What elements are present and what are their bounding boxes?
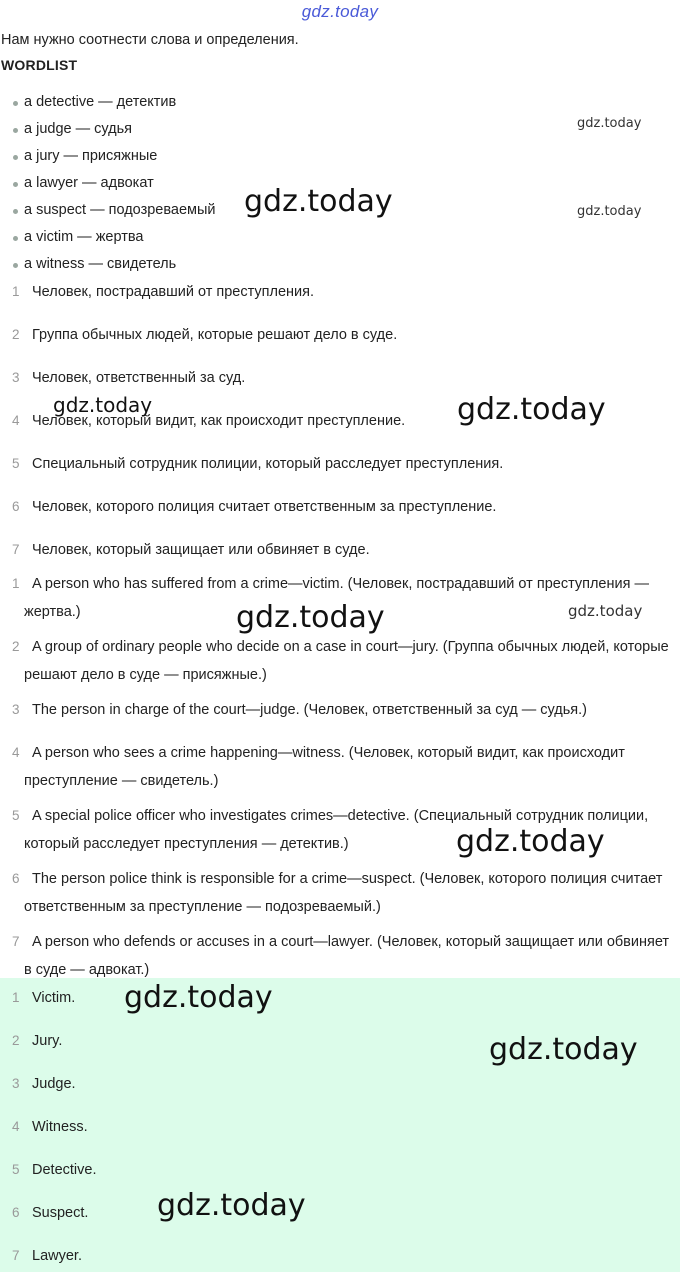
watermark: gdz.today (577, 116, 642, 131)
task-text: Человек, которого полиция считает ответственным за преступление. (32, 499, 497, 515)
watermark: gdz.today (157, 1188, 306, 1223)
wordlist-title: WORDLIST (1, 57, 78, 73)
answer-text: Victim. (32, 990, 76, 1006)
site-logo[interactable]: gdz.today (301, 2, 379, 21)
wordlist-item: a judge — судья (0, 117, 680, 144)
intro-text: Нам нужно соотнести слова и определения. (1, 32, 299, 48)
wordlist-item: a witness — свидетель (0, 252, 680, 279)
answer-number: 3 (12, 1076, 20, 1091)
answer-text: Lawyer. (32, 1248, 82, 1264)
task-item (0, 325, 680, 365)
task-text: Человек, ответственный за суд. (32, 370, 246, 386)
wordlist-item: a victim — жертва (0, 225, 680, 252)
translation-number: 1 (12, 576, 20, 591)
watermark: gdz.today (456, 824, 605, 859)
wordlist-item: a jury — присяжные (0, 144, 680, 171)
answer-number: 7 (12, 1248, 20, 1263)
wordlist-item: a suspect — подозреваемый (0, 198, 680, 225)
translation-text: A person who defends or accuses in a court—lawyer. (Человек, который защищает или обвиняет в суде — адвокат.) (24, 934, 670, 978)
watermark: gdz.today (568, 602, 643, 620)
watermark: gdz.today (457, 392, 606, 427)
answer-text: Suspect. (32, 1205, 89, 1221)
task-text: Специальный сотрудник полиции, который расследует преступления. (32, 456, 504, 472)
wordlist-item: a lawyer — адвокат (0, 171, 680, 198)
task-number: 7 (12, 542, 20, 557)
answer-number: 1 (12, 990, 20, 1005)
task-text: Человек, который защищает или обвиняет в суде. (32, 542, 370, 558)
answer-text: Detective. (32, 1162, 97, 1178)
task-number: 1 (12, 284, 20, 299)
task-text: Человек, который видит, как происходит преступление. (32, 413, 406, 429)
watermark: gdz.today (53, 393, 153, 417)
watermark: gdz.today (489, 1032, 638, 1067)
watermark: gdz.today (236, 600, 385, 635)
task-number: 6 (12, 499, 20, 514)
answer-number: 2 (12, 1033, 20, 1048)
answer-number: 4 (12, 1119, 20, 1134)
translation-number: 4 (12, 745, 20, 760)
translation-number: 2 (12, 639, 20, 654)
wordlist-item: a detective — детектив (0, 90, 680, 117)
answer-text: Witness. (32, 1119, 88, 1135)
translation-number: 7 (12, 934, 20, 949)
task-item (0, 454, 680, 494)
translation-number: 6 (12, 871, 20, 886)
translation-text: The person police think is responsible for a crime—suspect. (Человек, которого полиция считает ответственным за преступление — подозреваемый.) (24, 871, 663, 915)
task-number: 4 (12, 413, 20, 428)
translation-text: A person who sees a crime happening—witness. (Человек, который видит, как происходит преступление — свидетель.) (24, 745, 625, 789)
task-number: 2 (12, 327, 20, 342)
task-text: Группа обычных людей, которые решают дело в суде. (32, 327, 398, 343)
watermark: gdz.today (577, 204, 642, 219)
watermark: gdz.today (124, 980, 273, 1015)
translation-text: A special police officer who investigates crimes—detective. (Специальный сотрудник полиции, который расследует преступления — детектив.) (24, 808, 649, 852)
translation-number: 3 (12, 702, 20, 717)
answer-number: 6 (12, 1205, 20, 1220)
task-item (0, 282, 680, 322)
answer-text: Jury. (32, 1033, 63, 1049)
translation-number: 5 (12, 808, 20, 823)
answer-text: Judge. (32, 1076, 76, 1092)
answer-number: 5 (12, 1162, 20, 1177)
watermark: gdz.today (244, 184, 393, 219)
translation-text: The person in charge of the court—judge. (Человек, ответственный за суд — судья.) (32, 702, 587, 718)
translation-text: A group of ordinary people who decide on a case in court—jury. (Группа обычных людей, которые решают дело в суде — присяжные.) (24, 639, 669, 683)
task-number: 5 (12, 456, 20, 471)
task-number: 3 (12, 370, 20, 385)
task-text: Человек, пострадавший от преступления. (32, 284, 315, 300)
translation-text: A person who has suffered from a crime—victim. (Человек, пострадавший от преступления — жертва.) (24, 576, 649, 620)
task-item (0, 497, 680, 537)
